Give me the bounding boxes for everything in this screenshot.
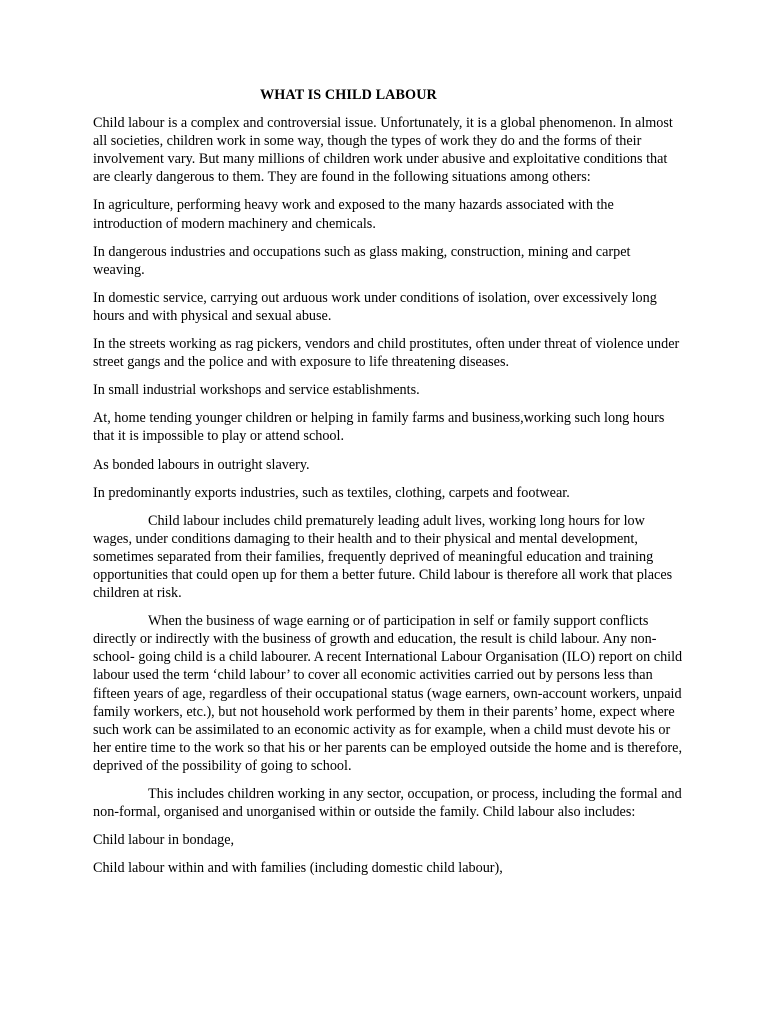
paragraph: When the business of wage earning or of participation in self or family support conflicts directly or indirectly with the business of growth and education, the result is child labour. Any non- school- going child is a child labourer. A recent International Labour Organisation (ILO) report on child labour used the term ‘child labour’ to cover all economic activities carried out by persons less than fifteen years of age, regardless of their occupational status (wage earners, own-account workers, unpaid family workers, etc.), but not household work performed by them in their parents’ home, expect where such work can be assimilated to an economic activity as for example, when a child must devote his or her entire time to the work so that his or her parents can be employed outside the home and is therefore, deprived of the possibility of going to school. [93, 613, 683, 774]
paragraph: At, home tending younger children or helping in family farms and business,working such long hours that it is impossible to play or attend school. [93, 410, 665, 445]
paragraph: Child labour is a complex and controversial issue. Unfortunately, it is a global phenomenon. In almost all societies, children work in some way, though the types of work they do and the forms of their involvement vary. But many millions of children work under abusive and exploitative conditions that are clearly dangerous to them. They are found in the following situations among others: [93, 115, 673, 186]
paragraph: As bonded labours in outright slavery. [93, 456, 310, 473]
document-body [93, 86, 683, 887]
paragraph: In predominantly exports industries, such as textiles, clothing, carpets and footwear. [93, 484, 570, 501]
paragraph: Child labour includes child prematurely leading adult lives, working long hours for low wages, under conditions damaging to their health and to their physical and mental development, sometimes separated from their families, frequently deprived of meaningful education and training opportunities that could open up for them a better future. Child labour is therefore all work that places children at risk. [93, 512, 673, 602]
paragraph: Child labour in bondage, [93, 832, 235, 849]
paragraph: In small industrial workshops and service establishments. [93, 382, 420, 399]
paragraph: This includes children working in any sector, occupation, or process, including the formal and non-formal, organised and unorganised within or outside the family. Child labour also includes: [93, 786, 682, 821]
paragraph: In agriculture, performing heavy work and exposed to the many hazards associated with the introduction of modern machinery and chemicals. [93, 197, 614, 232]
paragraph: In domestic service, carrying out arduous work under conditions of isolation, over excessively long hours and with physical and sexual abuse. [93, 289, 657, 324]
paragraph: Child labour within and with families (including domestic child labour), [93, 860, 503, 877]
paragraph: In the streets working as rag pickers, vendors and child prostitutes, often under threat of violence under street gangs and the police and with exposure to life threatening diseases. [93, 336, 680, 371]
document-title: WHAT IS CHILD LABOUR [260, 87, 437, 103]
paragraph: In dangerous industries and occupations such as glass making, construction, mining and carpet weaving. [93, 243, 631, 278]
